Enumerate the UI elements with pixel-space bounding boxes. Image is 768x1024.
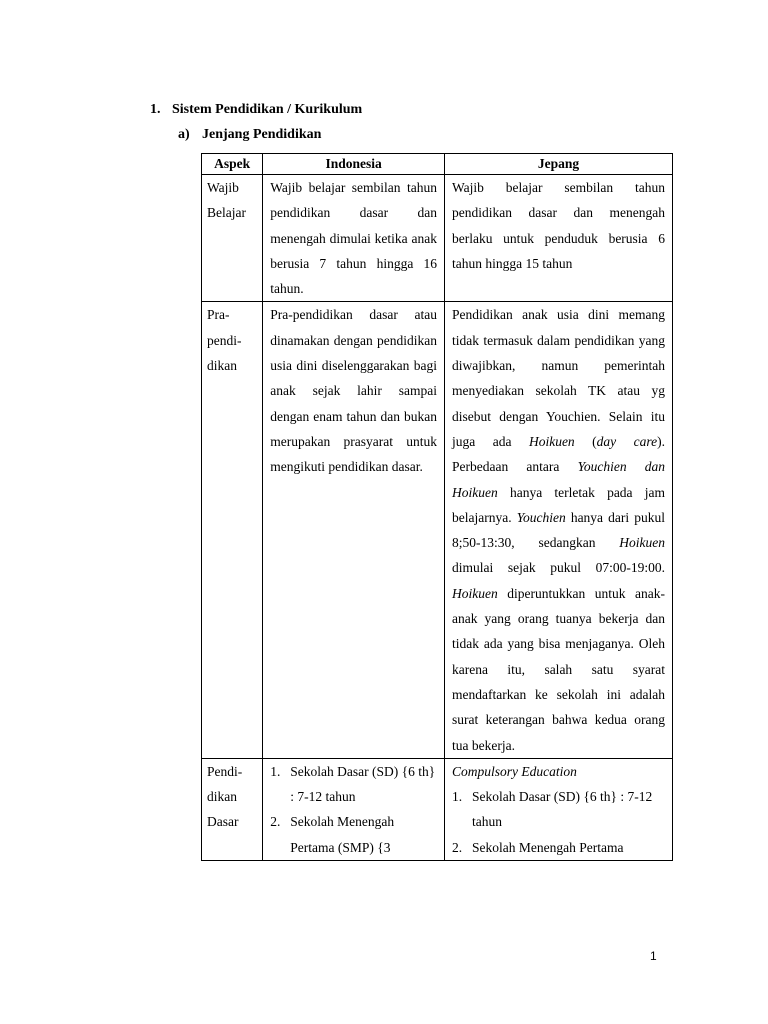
aspek-line: Pra- (207, 307, 230, 323)
aspek-line: Belajar (207, 205, 246, 221)
subsection-title: Jenjang Pendidikan (202, 127, 322, 142)
aspek-cell (202, 302, 263, 758)
list-text: Sekolah Menengah Pertama (SMP) {3 (290, 814, 395, 855)
subsection-heading (178, 127, 321, 143)
list-item (270, 809, 437, 860)
page-number: 1 (650, 949, 657, 963)
italic-term: Hoikuen (528, 433, 575, 449)
table-header-row (202, 154, 673, 175)
list-text: Sekolah Dasar (SD) {6 th} : 7-12 tahun (472, 789, 653, 830)
list-text: Sekolah Menengah Pertama (472, 839, 624, 855)
section-heading (150, 102, 362, 118)
list-number: 2. (270, 814, 281, 830)
table-row-wajib-belajar (202, 175, 673, 302)
jepang-cell: Wajib belajar sembilan tahun pendidikan dasar dan menengah berlaku untuk penduduk berusia 6 tahun hingga 15 tahun (445, 175, 673, 302)
header-jepang: Jepang (445, 154, 673, 175)
text-run: ). Perbedaan antara (452, 433, 666, 475)
list-number: 1. (270, 763, 281, 779)
italic-term: Youchien dan Hoikuen (452, 459, 665, 500)
text-run: Pendidikan anak usia dini memang tidak termasuk dalam pendidikan yang diwajibkan, namun pemerintah menyediakan sekolah TK atau yg disebut dengan Youchien. Selain itu juga ada (452, 307, 665, 449)
indonesia-cell: Pra-pendidikan dasar atau dinamakan dengan pendidikan usia dini diselenggarakan bagi anak sejak lahir sampai dengan enam tahun dan bukan merupakan prasyarat untuk mengikuti pendidikan dasar. (263, 302, 445, 758)
text-run: hanya dari pukul 8;50-13:30, sedangkan (452, 509, 665, 551)
list-number: 2. (452, 839, 463, 855)
list-item (270, 759, 437, 810)
jepang-cell (445, 302, 673, 758)
indonesia-cell (263, 758, 445, 860)
indonesia-cell: Wajib belajar sembilan tahun pendidikan dasar dan menengah dimulai ketika anak berusia 7 tahun hingga 16 tahun. (263, 175, 445, 302)
header-aspek: Aspek (202, 154, 263, 175)
italic-term: Hoikuen (619, 535, 665, 551)
list-number: 1. (452, 789, 463, 805)
aspek-line: pendi- (207, 332, 242, 348)
table-row-pendidikan-dasar (202, 758, 673, 860)
text-run: diperuntukkan untuk anak-anak yang orang tuanya bekerja dan tidak ada yang bisa menjaganya. Oleh karena itu, salah satu syarat mendaftarkan ke sekolah ini adalah surat keterangan bahwa kedua orang tua bekerja. (452, 585, 665, 753)
list-text: Sekolah Dasar (SD) {6 th} : 7-12 tahun (290, 763, 436, 805)
section-title: Sistem Pendidikan / Kurikulum (172, 102, 363, 117)
aspek-cell (202, 175, 263, 302)
table-row-pra-pendidikan (202, 302, 673, 758)
header-indonesia: Indonesia (263, 154, 445, 175)
italic-term: day care (596, 433, 658, 449)
jepang-cell (445, 758, 673, 860)
text-run: ( (574, 433, 597, 449)
text-run: hanya terletak pada jam belajarnya. (452, 484, 665, 525)
italic-term: Youchien (516, 509, 566, 525)
subsection-number: a) (178, 127, 190, 142)
comparison-table (201, 153, 673, 861)
aspek-line: Pendi- (207, 763, 243, 779)
section-number: 1. (150, 102, 161, 117)
aspek-line: Dasar (207, 814, 239, 830)
text-run: dimulai sejak pukul 07:00-19:00. (452, 560, 665, 576)
compulsory-education-title: Compulsory Education (452, 763, 577, 779)
list-item (452, 784, 665, 835)
aspek-cell (202, 758, 263, 860)
aspek-line: dikan (207, 358, 237, 374)
list-item (452, 835, 665, 860)
aspek-line: Wajib (207, 180, 239, 195)
italic-term: Hoikuen (452, 585, 498, 601)
jepang-list (452, 784, 665, 860)
indonesia-list (270, 759, 437, 860)
aspek-line: dikan (207, 789, 237, 805)
